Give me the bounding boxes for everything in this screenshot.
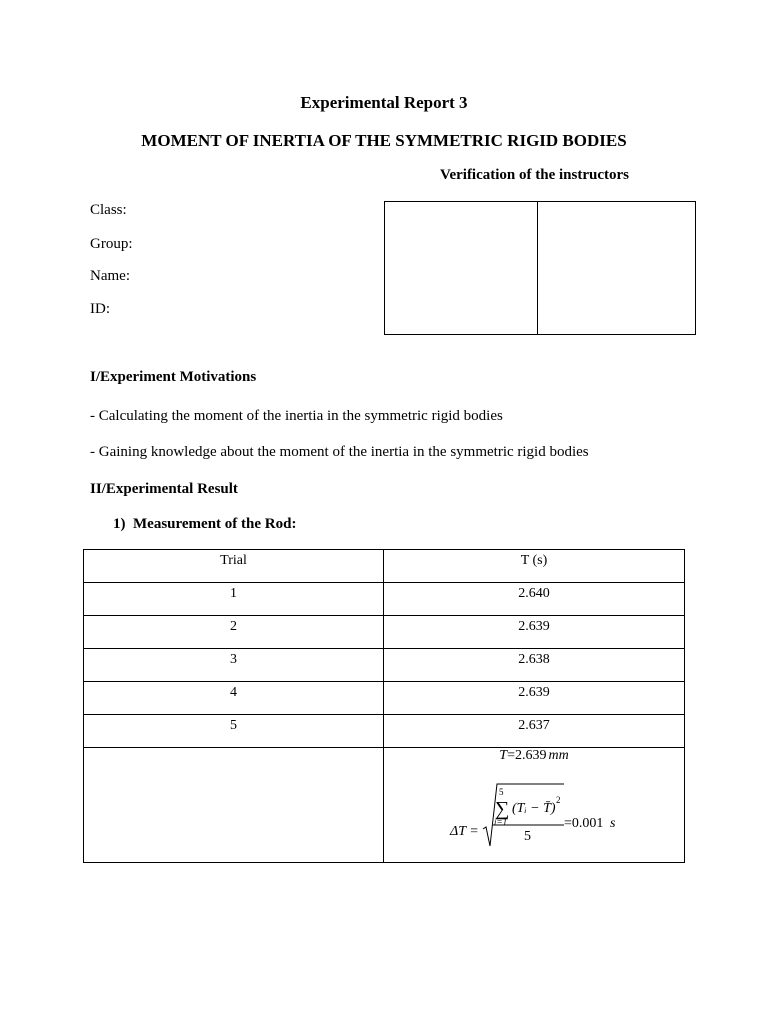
summary-empty-cell — [84, 748, 384, 863]
measurement-table — [83, 549, 685, 863]
verification-cell-1 — [385, 202, 538, 334]
motivation-item: - Gaining knowledge about the moment of the inertia in the symmetric rigid bodies — [90, 444, 589, 460]
section-motivations-heading: I/Experiment Motivations — [90, 369, 257, 385]
group-field-label: Group: — [90, 236, 133, 252]
table-summary-row — [84, 748, 685, 863]
subject-title: MOMENT OF INERTIA OF THE SYMMETRIC RIGID BODIES — [141, 131, 627, 150]
sum-lower: i=1 — [494, 817, 508, 827]
period-cell: 2.637 — [384, 715, 685, 748]
trial-cell: 5 — [84, 715, 384, 748]
id-field-label: ID: — [90, 301, 110, 317]
uncertainty-unit: s — [610, 816, 616, 831]
table-row — [84, 649, 685, 682]
trial-cell: 3 — [84, 649, 384, 682]
sigma-icon: ∑ — [495, 798, 510, 820]
mean-value: 2.639 — [514, 748, 547, 763]
uncertainty-lhs: ΔT = — [450, 824, 479, 839]
header-period: T (s) — [384, 550, 685, 583]
mean-symbol: $\overline{T}$ — [499, 748, 508, 763]
uncertainty-result: =0.001 — [564, 816, 604, 831]
report-title: Experimental Report 3 — [300, 93, 468, 112]
name-field-label: Name: — [90, 268, 130, 284]
denominator: 5 — [524, 829, 531, 844]
subheading-number: 1) — [113, 516, 126, 532]
table-row — [84, 616, 685, 649]
verification-cell-2 — [538, 202, 695, 334]
trial-cell: 1 — [84, 583, 384, 616]
table-row — [84, 682, 685, 715]
mean-period-formula — [384, 748, 684, 764]
sum-term: (Tᵢ − T̄) — [512, 801, 556, 816]
subheading-text: Measurement of the Rod: — [133, 516, 297, 532]
sum-upper: 5 — [499, 787, 504, 797]
table-row — [84, 583, 685, 616]
period-cell: 2.638 — [384, 649, 685, 682]
trial-cell: 4 — [84, 682, 384, 715]
trial-cell: 2 — [84, 616, 384, 649]
verification-label: Verification of the instructors — [440, 167, 629, 183]
header-trial: Trial — [84, 550, 384, 583]
rod-measurement-subheading — [113, 516, 296, 533]
motivation-item: - Calculating the moment of the inertia in the symmetric rigid bodies — [90, 408, 503, 424]
table-row — [84, 715, 685, 748]
verification-box — [384, 201, 696, 335]
period-cell: 2.639 — [384, 682, 685, 715]
period-cell: 2.639 — [384, 616, 685, 649]
section-results-heading: II/Experimental Result — [90, 481, 238, 497]
period-cell: 2.640 — [384, 583, 685, 616]
uncertainty-formula — [384, 781, 684, 861]
class-field-label: Class: — [90, 202, 127, 218]
table-header-row — [84, 550, 685, 583]
term-exponent: 2 — [556, 795, 561, 805]
mean-equals: = — [507, 748, 515, 763]
mean-unit: mm — [548, 748, 569, 763]
summary-formula-cell — [384, 748, 685, 863]
